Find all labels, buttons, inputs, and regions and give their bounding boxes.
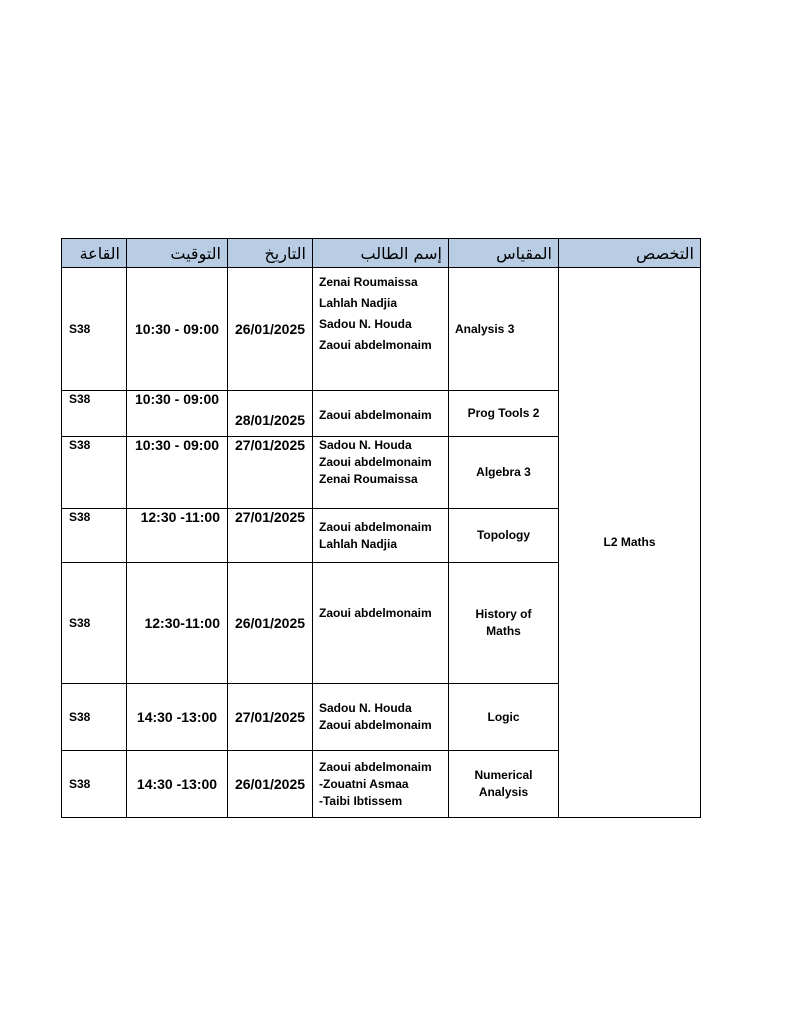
time-cell: 10:30 - 09:00 xyxy=(127,437,228,509)
student-name: Zaoui abdelmonaim xyxy=(319,606,432,620)
room-cell: S38 xyxy=(62,751,127,818)
module-cell: Algebra 3 xyxy=(449,437,559,509)
student-name: Zaoui abdelmonaim xyxy=(319,718,432,732)
exam-schedule-table xyxy=(61,238,701,818)
students-cell xyxy=(313,391,449,437)
student-name: Zaoui abdelmonaim xyxy=(319,759,432,774)
date-cell: 27/01/2025 xyxy=(228,509,313,563)
room-cell: S38 xyxy=(62,509,127,563)
table-row xyxy=(62,268,701,391)
time-cell: 12:30 -11:00 xyxy=(127,509,228,563)
module-cell: Topology xyxy=(449,509,559,563)
header-students: إسم الطالب xyxy=(313,239,449,268)
student-name: -Zouatni Asmaa xyxy=(319,776,409,791)
module-line: Numerical xyxy=(474,768,533,782)
student-name: Zenai Roumaissa xyxy=(319,472,418,486)
date-cell: 26/01/2025 xyxy=(228,751,313,818)
date-cell: 26/01/2025 xyxy=(228,563,313,684)
room-cell: S38 xyxy=(62,437,127,509)
students-cell xyxy=(313,751,449,818)
student-name: Lahlah Nadjia xyxy=(319,296,398,310)
module-cell xyxy=(449,751,559,818)
module-cell: Analysis 3 xyxy=(449,268,559,391)
header-date: التاريخ xyxy=(228,239,313,268)
header-row xyxy=(62,239,701,268)
date-cell: 27/01/2025 xyxy=(228,684,313,751)
specialty-cell: L2 Maths xyxy=(559,268,701,818)
students-cell xyxy=(313,563,449,684)
module-cell xyxy=(449,563,559,684)
student-name: -Taibi Ibtissem xyxy=(319,793,403,808)
header-module: المقياس xyxy=(449,239,559,268)
room-cell: S38 xyxy=(62,268,127,391)
date-cell: 28/01/2025 xyxy=(228,391,313,437)
header-room: القاعة xyxy=(62,239,127,268)
module-cell: Logic xyxy=(449,684,559,751)
student-name: Zaoui abdelmonaim xyxy=(319,408,432,422)
student-name: Lahlah Nadjia xyxy=(319,536,398,551)
module-line: Maths xyxy=(486,624,521,638)
time-cell: 14:30 -13:00 xyxy=(127,751,228,818)
date-cell: 27/01/2025 xyxy=(228,437,313,509)
student-name: Sadou N. Houda xyxy=(319,438,412,452)
time-cell: 12:30-11:00 xyxy=(127,563,228,684)
room-cell: S38 xyxy=(62,391,127,437)
student-name: Zaoui abdelmonaim xyxy=(319,455,432,469)
module-line: History of xyxy=(475,607,532,621)
student-name: Zaoui abdelmonaim xyxy=(319,519,432,534)
module-cell: Prog Tools 2 xyxy=(449,391,559,437)
student-name: Zaoui abdelmonaim xyxy=(319,338,432,352)
header-specialty: التخصص xyxy=(559,239,701,268)
time-cell: 10:30 - 09:00 xyxy=(127,391,228,437)
date-cell: 26/01/2025 xyxy=(228,268,313,391)
time-cell: 10:30 - 09:00 xyxy=(127,268,228,391)
time-cell: 14:30 -13:00 xyxy=(127,684,228,751)
room-cell: S38 xyxy=(62,684,127,751)
students-cell xyxy=(313,268,449,391)
room-cell: S38 xyxy=(62,563,127,684)
header-time: التوقيت xyxy=(127,239,228,268)
module-line: Analysis xyxy=(478,785,529,799)
student-name: Zenai Roumaissa xyxy=(319,275,418,289)
students-cell xyxy=(313,437,449,509)
student-name: Sadou N. Houda xyxy=(319,701,412,715)
students-cell xyxy=(313,509,449,563)
student-name: Sadou N. Houda xyxy=(319,317,412,331)
students-cell xyxy=(313,684,449,751)
